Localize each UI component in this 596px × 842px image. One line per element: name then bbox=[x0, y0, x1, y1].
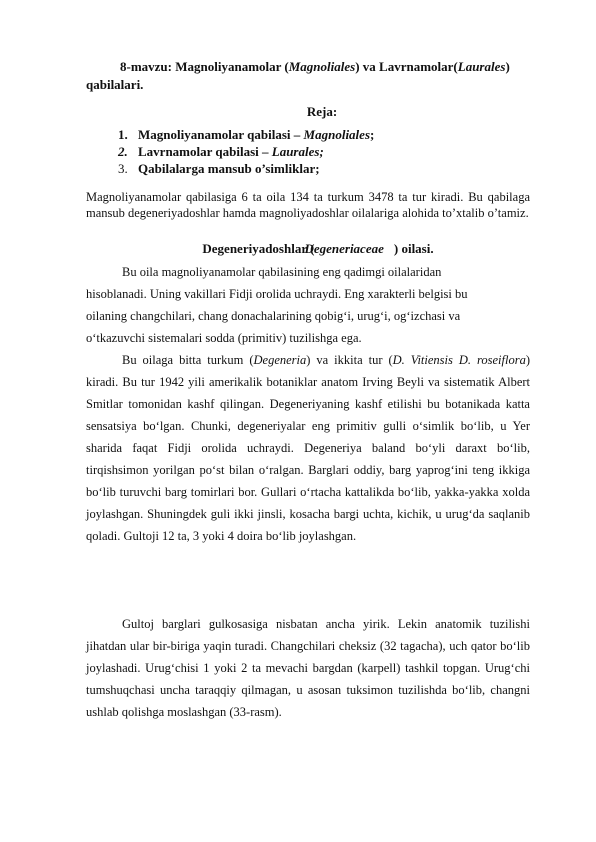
plan-item-latin: Magnoliales bbox=[303, 127, 371, 142]
title-latin-magnoliales: Magnoliales bbox=[288, 59, 356, 74]
plan-item-text bbox=[138, 160, 320, 177]
title-latin-laurales: Laurales bbox=[457, 59, 506, 74]
plan-heading bbox=[0, 104, 596, 120]
plan-item-number: 2. bbox=[118, 144, 128, 159]
paragraph-text: ) kiradi. Bu tur 1942 yili amerikalik botaniklar anatom Irving Beyli va sistematik Albert Smitlar tomonidan kashf qilingan. Degeneriyaning kashf etilishi bu botanikada katta sensatsiya bo‘lgan. Chunki, degeneriyalar eng primitiv gulli o‘simlik bo‘lib, u Yer sharida faqat Fidji orolida uchraydi. Degeneriya baland bo‘yli daraxt bo‘lib, tirqishsimon yorilgan po‘st bilan o‘ralgan. Barglari oddiy, barg yaprog‘ini teng ikkiga bo‘lib turuvchi barg tomirlari bor. Gullari o‘rtacha kattalikda bo‘lib, yakka-yakka xolda joylashgan. Shuningdek guli ikki jinsli, kosacha bargi uchta, kichik, u urug‘da saqlanib qoladi. Gultoji 12 ta, 3 yoki 4 doira bo‘lib joylashgan. bbox=[86, 353, 530, 543]
title-text-3: ) qabilalari. bbox=[86, 59, 510, 92]
plan-item-latin: Laurales bbox=[271, 144, 320, 159]
paragraph-text: Bu oilaga bitta turkum ( bbox=[122, 353, 254, 367]
plan-item-text bbox=[138, 126, 374, 143]
latin-species-names: D. Vitiensis D. roseiflora bbox=[392, 353, 526, 367]
plan-label: Reja: bbox=[306, 104, 338, 119]
paragraph-2 bbox=[86, 349, 530, 547]
paragraph-line: o‘tkazuvchi sistemalari sodda (primitiv) tuzilishga ega. bbox=[86, 331, 362, 345]
plan-item-label: Lavrnamolar qabilasi – bbox=[138, 144, 272, 159]
topic-title bbox=[86, 58, 526, 94]
paragraph-1 bbox=[86, 261, 530, 349]
plan-item-number: 3. bbox=[118, 161, 128, 176]
paragraph-3: Gultoj barglari gulkosasiga nisbatan ancha yirik. Lekin anatomik tuzilishi jihatdan ular bir-biriga yaqin turadi. Changchilari cheksiz (32 tagacha), uch qator bo‘lib joylashadi. Urug‘chisi 1 yoki 2 ta mevachi bargdan (karpell) tashkil topgan. Urug‘chi tumshuqchasi uncha taraqqiy qilmagan, u asosan tuksimon tuzilishda bo‘lib, changni ushlab qolishga moslashgan (33-rasm). bbox=[86, 617, 530, 719]
plan-item-label: Qabilalarga mansub o’simliklar; bbox=[138, 161, 320, 176]
title-text-2: ) va Lavrnamolar( bbox=[355, 59, 458, 74]
section-title-inner bbox=[192, 241, 434, 256]
paragraph-line: Bu oila magnoliyanamolar qabilasining eng qadimgi oilalaridan bbox=[122, 265, 442, 279]
plan-list bbox=[118, 126, 374, 177]
plan-item bbox=[118, 143, 374, 160]
section-title-end: ) oilasi. bbox=[393, 241, 434, 256]
section-title-text: Degeneriyadoshlar ( bbox=[202, 241, 315, 256]
paragraph-text: ) va ikkita tur ( bbox=[306, 353, 393, 367]
paragraph-line: hisoblanadi. Uning vakillari Fidji orolida uchraydi. Eng xarakterli belgisi bu bbox=[86, 287, 468, 301]
plan-item-end: ; bbox=[370, 127, 375, 142]
plan-item bbox=[118, 126, 374, 143]
intro-paragraph: Magnoliyanamolar qabilasiga 6 ta oila 134 ta turkum 3478 ta tur kiradi. Bu qabilaga mansub degeneriyadoshlar hamda magnoliyadoshlar oilalariga alohida to’xtalib o’tamiz. bbox=[86, 190, 530, 220]
latin-genus-name: Degeneria bbox=[253, 353, 307, 367]
section-title-latin: Degeneriaceae bbox=[304, 241, 384, 256]
paragraph-line: oilaning changchilari, chang donachalarining qobig‘i, urug‘i, og‘izchasi va bbox=[86, 309, 461, 323]
plan-item-label: Magnoliyanamolar qabilasi – bbox=[138, 127, 304, 142]
plan-item bbox=[118, 160, 374, 177]
title-text-1: 8-mavzu: Magnoliyanamolar ( bbox=[120, 59, 289, 74]
plan-item-number: 1. bbox=[118, 127, 128, 142]
section-title bbox=[0, 241, 596, 257]
plan-item-text bbox=[138, 143, 324, 160]
plan-item-end: ; bbox=[319, 144, 324, 159]
